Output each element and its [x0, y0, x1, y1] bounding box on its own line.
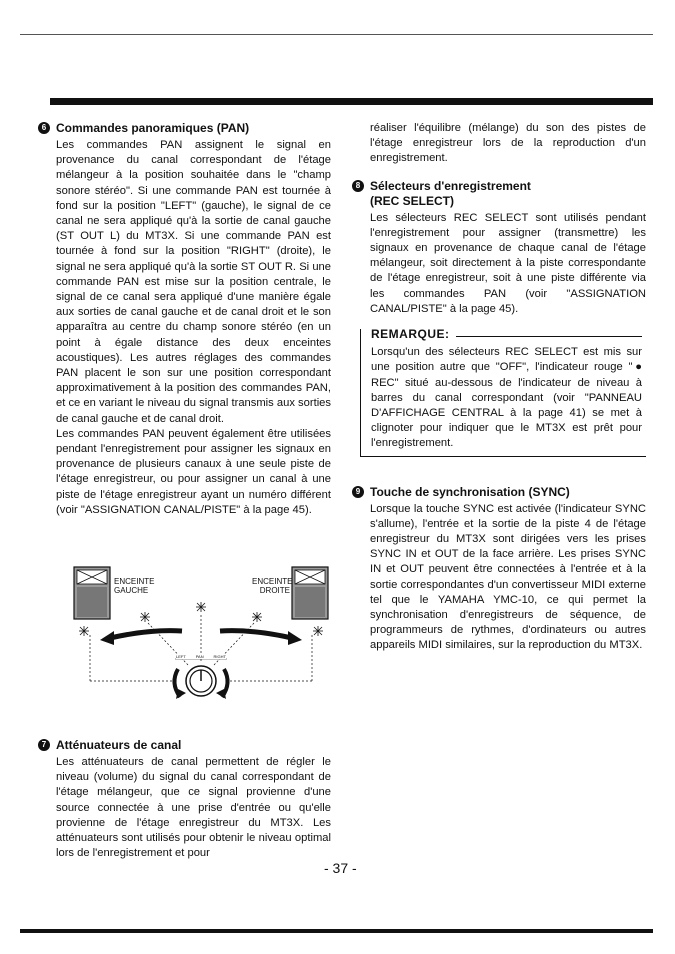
continued-text: réaliser l'équilibre (mélange) du son des pistes de l'étage enregistreur lors de la reproduction d'un enregistrement.: [370, 122, 646, 165]
note-divider: [456, 336, 643, 337]
section-faders: [41, 738, 331, 861]
section-pan: [41, 121, 331, 518]
section-number-badge: 7: [38, 739, 50, 751]
note-header: [371, 329, 642, 344]
arrow-right-icon: [220, 631, 292, 638]
knob-scale-label: [176, 654, 226, 659]
section-faders-paragraph: Les atténuateurs de canal permettent de régler le niveau (volume) du signal du canal correspondant de l'étage mélangeur, que ce signal provienne d'une source connectée à une prise d'entrée ou qu'elle provienne de l'étage enregistreur du MT3X. Les atténuateurs sont utilisés pour obtenir le niveau optimal lors de l'enregistrement et pour: [56, 756, 331, 860]
section-pan-paragraph-1: Les commandes PAN assignent le signal en provenance du canal correspondant de l'étage mélangeur à la position souhaitée dans le "champ sonore stéréo". Si une commande PAN est tournée à fond sur la position "LEFT" (gauche), le signal de ce canal ne sera appliqué qu'à la sortie de canal gauche (ST OUT L) du MT3X. Si une commande PAN est tournée à fond sur la position "RIGHT" (droite), le signal ne sera appliqué qu'à la sortie ST OUT R. Si une commande PAN est mise sur la position centrale, le signal de ce canal sera appliqué d'une manière égale aux sorties de canal gauche et de canal droit et le son apparaîtra au centre du champ sonore stéréo (en un point à égale distance des deux enceintes acoustiques). Les autres réglages des commandes PAN placent le son sur une position correspondant approximativement à la position des commandes PAN, et ce en variant le niveau du signal transmis aux sorties de canal gauche et de canal droit.: [56, 139, 331, 425]
note-box: [360, 329, 646, 457]
note-title: REMARQUE:: [371, 327, 450, 342]
section-pan-title: Commandes panoramiques (PAN): [56, 121, 250, 135]
section-sync-paragraph: Lorsque la touche SYNC est activée (l'indicateur SYNC s'allume), l'entrée et la sortie de la piste 4 de l'étage enregistreur du MT3X sont dirigées vers les prises SYNC IN et OUT de la face arrière. Les prises SYNC IN et OUT peuvent être connectées à l'entrée et à la sortie correspondantes d'un convertisseur MIDI externe tel que le YAMAHA YMC-10, ce qui permet la synchronisation d'enregistreurs de séquence, de programmeurs de rythmes, d'ordinateurs ou autres appareils MIDI similaires, sur la reproduction du MT3X.: [370, 502, 646, 652]
right-speaker-label-line-1: ENCEINTE: [252, 577, 293, 586]
section-sync-title: Touche de synchronisation (SYNC): [370, 484, 570, 499]
bottom-rule: [20, 929, 653, 933]
arrow-left-icon: [110, 631, 182, 638]
section-faders-title: Atténuateurs de canal: [56, 738, 182, 752]
right-speaker-label: [252, 577, 293, 595]
section-sync-heading: [352, 485, 646, 500]
right-speaker-icon: [292, 567, 328, 619]
section-number-badge: 9: [352, 486, 364, 498]
note-text: Lorsqu'un des sélecteurs REC SELECT est mis sur une position autre que "OFF", l'indicateur rouge "● REC" situé au-dessous de l'indicateur de niveau à barres du canal correspondant (voir "PANNEAU D'AFFICHAGE CENTRAL à la page 41) se met à clignoter pour indiquer que le MT3X est prêt pour l'enregistrement.: [371, 346, 642, 450]
knob-pan-label: PAN: [195, 654, 204, 659]
left-speaker-label-line-1: ENCEINTE: [114, 577, 155, 586]
left-column: [41, 121, 331, 530]
left-speaker-label-line-2: GAUCHE: [114, 586, 149, 595]
pan-diagram-graphic: [70, 565, 332, 707]
top-rule: [20, 34, 653, 35]
left-speaker-icon: [74, 567, 110, 619]
header-bar: [50, 98, 653, 105]
pan-diagram: [70, 565, 332, 707]
section-rec-select-title-2: (REC SELECT): [370, 193, 454, 208]
pan-knob-icon: [174, 659, 227, 699]
section-rec-select: [355, 178, 646, 317]
knob-right-label: RIGHT: [213, 654, 226, 659]
section-number-badge: 6: [38, 122, 50, 134]
section-rec-select-paragraph: Les sélecteurs REC SELECT sont utilisés pendant l'enregistrement pour assigner (transmettre) les signaux en provenance de chaque canal de l'étage mélangeur, soit directement à la piste correspondante de l'étage enregistreur, soit à une piste différente via les commandes PAN (voir "ASSIGNATION CANAL/PISTE" à la page 45).: [370, 211, 646, 315]
right-speaker-label-line-2: DROITE: [259, 586, 290, 595]
right-column: [355, 121, 646, 666]
section-faders-heading: [38, 738, 331, 753]
knob-left-label: LEFT: [176, 654, 186, 659]
section-rec-select-title-1: Sélecteurs d'enregistrement: [370, 178, 531, 193]
section-pan-paragraph-2: Les commandes PAN peuvent également être utilisées pendant l'enregistrement pour assigner les signaux en provenance de plusieurs canaux à une seule piste de l'étage enregistreur, ou pour assigner un canal à une piste de l'étage enregistreur ayant un numéro différent (voir "ASSIGNATION CANAL/PISTE" à la page 45).: [56, 427, 331, 516]
section-rec-select-heading: [352, 179, 646, 209]
section-number-badge: 8: [352, 180, 364, 192]
page-number: - 37 -: [324, 860, 357, 876]
section-sync: [355, 484, 646, 654]
left-speaker-label: [114, 577, 154, 595]
section-pan-heading: [38, 121, 331, 136]
